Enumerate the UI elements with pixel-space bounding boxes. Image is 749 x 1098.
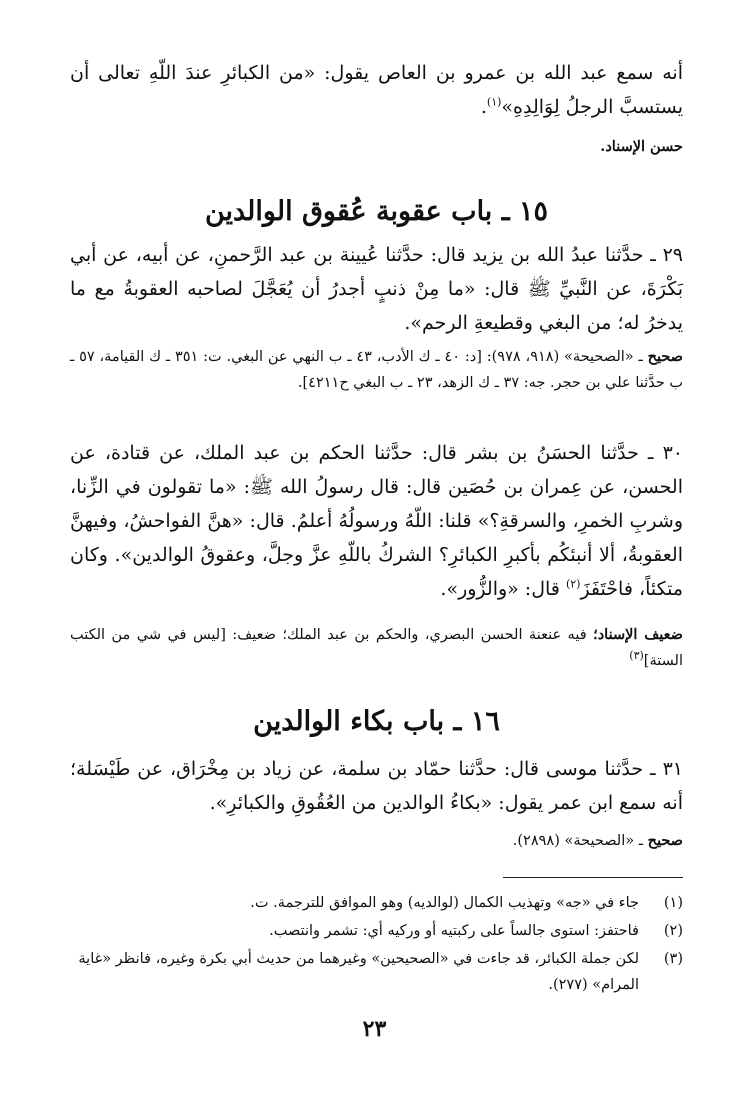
footnote-ref-2: (٢) xyxy=(565,577,581,591)
hadith-30-grade xyxy=(70,622,683,674)
hadith-29-grade xyxy=(70,344,683,396)
hadith-29-grade-text: ـ «الصحيحة» (٩١٨، ٩٧٨): [د: ٤٠ ـ ك الأدب، ٤٣ ـ ب النهي عن البغي. ت: ٣٥١ ـ ك القيامة، ٥٧ ـ ب حدَّثنا علي بن حجر. جه: ٣٧ ـ ك الزهد، ٢٣ ـ ب البغي ح٤٢١١]. xyxy=(70,349,683,391)
intro-text: أنه سمع عبد الله بن عمرو بن العاص يقول: «من الكبائرِ عندَ اللّهِ تعالى أن يستسبَّ الرجلُ لِوَالِدِهِ» xyxy=(70,62,683,118)
footnote-3-text: لكن جملة الكبائر، قد جاءت في «الصحيحين» وغيرهما من حديث أبي بكرة وغيره، فانظر «غاية المرام» (٢٧٧). xyxy=(78,951,639,993)
page-number: ٢٣ xyxy=(362,1016,387,1042)
chapter-16-title: ١٦ ـ باب بكاء الوالدين xyxy=(253,706,500,737)
hadith-30-grade-label: ضعيف الإسناد؛ xyxy=(593,626,683,643)
footnote-3 xyxy=(70,946,683,998)
chapter-15-title: ١٥ ـ باب عقوبة عُقوق الوالدين xyxy=(204,196,549,227)
footnote-2-number: (٢) xyxy=(663,923,683,939)
hadith-31-grade-label: صحيح xyxy=(647,832,683,849)
footnote-1 xyxy=(70,890,683,916)
footnote-separator xyxy=(503,877,683,878)
hadith-29-text: ٢٩ ـ حدَّثنا عبدُ الله بن يزيد قال: حدَّثنا عُيينة بن عبد الرَّحمنِ، عن أبيه، عن أبي بَكْرَةَ، عن النَّبيِّ ﷺ قال: «ما مِنْ ذنبٍ أجدرُ أن يُعَجَّلَ لصاحبه العقوبةُ مع ما يدخرُ له؛ من البغي وقطيعةِ الرحم». xyxy=(70,244,683,334)
footnote-ref-1: (١) xyxy=(486,95,502,109)
hadith-31-grade xyxy=(70,828,683,854)
hadith-30-grade-text: فيه عنعنة الحسن البصري، والحكم بن عبد الملك؛ ضعيف: [ليس في شي من الكتب الستة] xyxy=(70,627,683,669)
footnote-1-number: (١) xyxy=(663,895,683,911)
footnote-1-text: جاء في «جه» وتهذيب الكمال (لوالديه) وهو الموافق للترجمة. ت. xyxy=(250,895,639,911)
footnote-3-number: (٣) xyxy=(663,951,683,967)
hadith-31-text: ٣١ ـ حدَّثنا موسى قال: حدَّثنا حمّاد بن سلمة، عن زياد بن مِخْرَاق، عن طَيْسَلة؛ أنه سمع ابن عمر يقول: «بكاءُ الوالدين من العُقُوقِ والكبائرِ». xyxy=(70,758,683,814)
intro-paragraph: أنه سمع عبد الله بن عمرو بن العاص يقول: «من الكبائرِ عندَ اللّهِ تعالى أن يستسبَّ الرجلُ لِوَالِدِهِ»$^{(١)}$. xyxy=(70,62,683,118)
hadith-30-text-b: قال: «والزُّور». xyxy=(440,578,566,600)
intro-grade: حسن الإسناد. xyxy=(600,138,683,155)
footnote-2 xyxy=(70,918,683,944)
hadith-30-text-a: ٣٠ ـ حدَّثنا الحسَنُ بن بشر قال: حدَّثنا الحكم بن عبد الملك، عن قتادة، عن الحسن، عن عِمران بن حُصَين قال: قال رسولُ الله ﷺ: «ما تقولون في الزِّنا، وشربِ الخمرِ، والسرقةِ؟» قلنا: اللّهُ ورسولُهُ أعلمُ. قال: «هنَّ الفواحشُ، وفيهنَّ العقوبةُ، ألا أنبئكُم بأكبرِ الكبائرِ؟ الشركُ باللّهِ عزَّ وجلَّ، وعقوقُ الوالدين». وكان متكئاً، فاحْتَفَزَ xyxy=(70,442,683,600)
footnote-ref-3: (٣) xyxy=(629,649,644,663)
hadith-29-grade-label: صحيح xyxy=(647,348,683,365)
footnote-2-text: فاحتفز: استوى جالساً على ركبتيه أو وركيه أي: تشمر وانتصب. xyxy=(269,923,639,939)
hadith-31-grade-text: ـ «الصحيحة» (٢٨٩٨). xyxy=(512,833,648,849)
hadith-30-text xyxy=(70,436,683,606)
